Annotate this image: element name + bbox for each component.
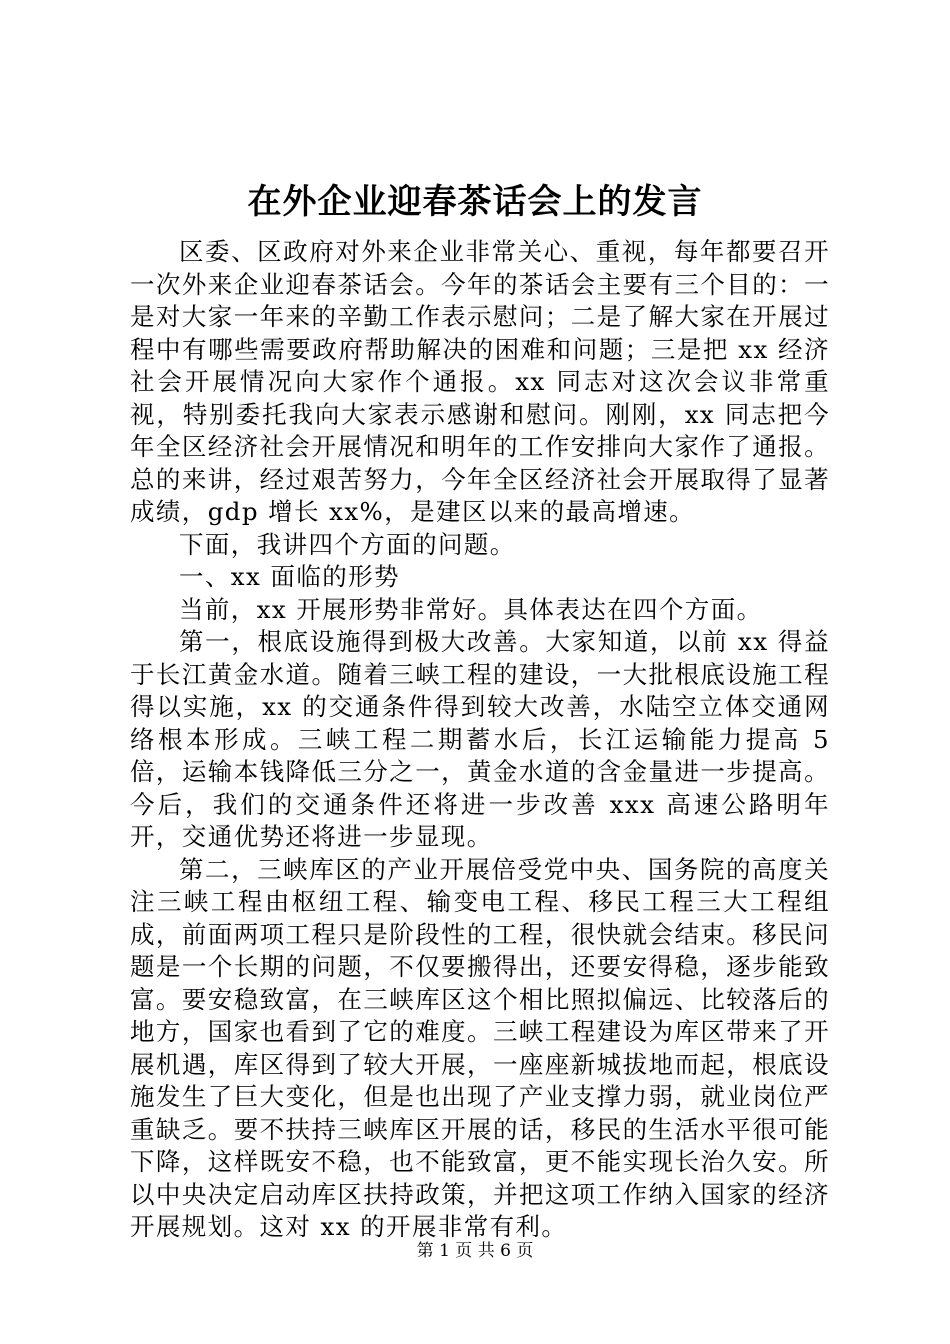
paragraph-point-two: 第二，三峡库区的产业开展倍受党中央、国务院的高度关注三峡工程由枢纽工程、输变电工程、移民工程三大工程组成，前面两项工程只是阶段性的工程，很快就会结束。移民问题是一个长期的问题，不仅要搬得出，还要安得稳，逐步能致富。要安稳致富，在三峡库区这个相比照拟偏远、比较落后的地方，国家也看到了它的难度。三峡工程建设为库区带来了开展机遇，库区得到了较大开展，一座座新城拔地而起，根底设施发生了巨大变化，但是也出现了产业支撑力弱，就业岗位严重缺乏。要不扶持三峡库区开展的话，移民的生活水平很可能下降，这样既安不稳，也不能致富，更不能实现长治久安。所以中央决定启动库区扶持政策，并把这项工作纳入国家的经济开展规划。这对 xx 的开展非常有利。: [130, 854, 830, 1241]
document-body: [130, 236, 830, 1244]
paragraph-situation: 当前，xx 开展形势非常好。具体表达在四个方面。: [179, 594, 763, 624]
paragraph-point-one: 第一，根底设施得到极大改善。大家知道，以前 xx 得益于长江黄金水道。随着三峡工程的建设，一大批根底设施工程得以实施，xx 的交通条件得到较大改善，水陆空立体交通网络根本形成。三峡工程二期蓄水后，长江运输能力提高 5 倍，运输本钱降低三分之一，黄金水道的含金量进一步提高。今后，我们的交通条件还将进一步改善 xxx 高速公路明年开，交通优势还将进一步显现。: [130, 627, 830, 851]
paragraph-outline: 下面，我讲四个方面的问题。: [179, 529, 516, 559]
document-title: 在外企业迎春茶话会上的发言: [247, 182, 703, 222]
paragraph-intro: 区委、区政府对外来企业非常关心、重视，每年都要召开一次外来企业迎春茶话会。今年的茶话会主要有三个目的：一是对大家一年来的辛勤工作表示慰问；二是了解大家在开展过程中有哪些需要政府帮助解决的困难和问题；三是把 xx 经济社会开展情况向大家作个通报。xx 同志对这次会议非常重视，特别委托我向大家表示感谢和慰问。刚刚，xx 同志把今年全区经济社会开展情况和明年的工作安排向大家作了通报。总的来讲，经过艰苦努力，今年全区经济社会开展取得了显著成绩，gdp 增长 xx%，是建区以来的最高增速。: [130, 237, 830, 526]
section-heading: 一、xx 面临的形势: [179, 562, 400, 591]
page-footer: 第 1 页 共 6 页: [416, 1241, 534, 1261]
